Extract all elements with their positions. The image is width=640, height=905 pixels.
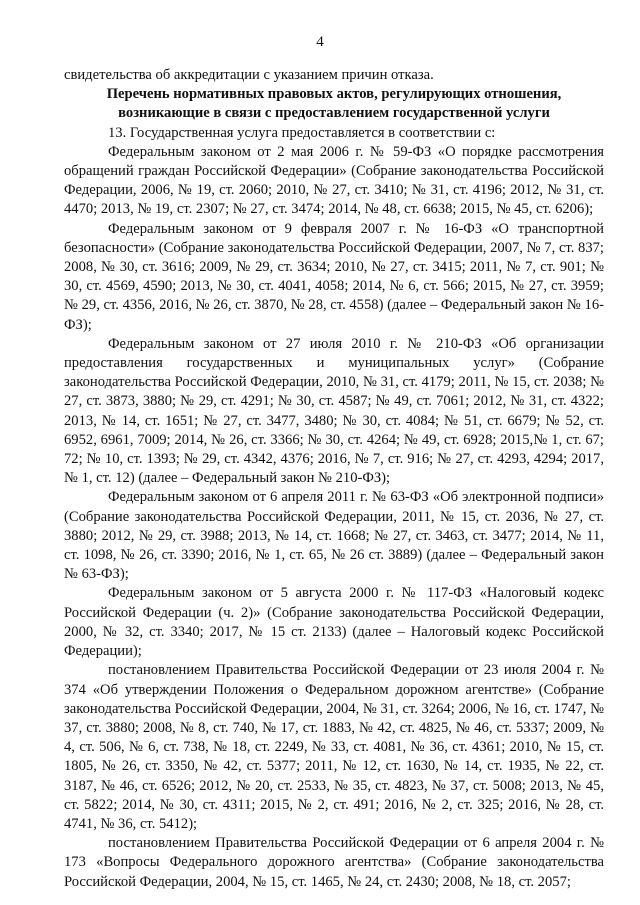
act-paragraph: Федеральным законом от 2 мая 2006 г. № 59-ФЗ «О порядке рассмотрения обращений граждан Российской Федерации» (Собрание законодательства Российской Федерации, 2006, № 19, ст. 2060; 2010, № 27, ст. 3410; № 31, ст. 4196; 2012, № 31, ст. 4470; 2013, № 19, ст. 2307; № 27, ст. 3474; 2014, № 48, ст. 6638; 2015, № 45, ст. 6206); [64,143,604,218]
act-paragraph: Федеральным законом от 6 апреля 2011 г. № 63-ФЗ «Об электронной подписи» (Собрание законодательства Российской Федерации, 2011, № 15, ст. 2036, № 27, ст. 3880; 2012, № 29, ст. 3988; 2013, № 14, ст. 1668; № 27, ст. 3463, ст. 3477; 2014, № 11, ст. 1098, № 26, ст. 3390; 2016, № 1, ст. 65, № 26 ст. 3889) (далее – Федеральный закон № 63-ФЗ); [64,489,604,583]
section-heading: Перечень нормативных правовых актов, регулирующих отношения, возникающие в связи с предоставлением государственной услуги [106,86,562,122]
act-paragraph: Федеральным законом от 9 февраля 2007 г. № 16-ФЗ «О транспортной безопасности» (Собрание законодательства Российской Федерации, 2007, № 7, ст. 837; 2008, № 30, ст. 3616; 2009, № 29, ст. 3634; 2010, № 27, ст. 3415; 2011, № 7, ст. 901; № 30, ст. 4569, 4590; 2013, № 30, ст. 4041, 4058; 2014, № 6, ст. 566; 2015, № 27, ст. 3959; № 29, ст. 4356, 2016, № 26, ст. 3870, № 28, ст. 4558) (далее – Федеральный закон № 16-ФЗ); [64,220,604,333]
act-paragraph: постановлением Правительства Российской Федерации от 23 июля 2004 г. № 374 «Об утверждении Положения о Федеральном дорожном агентстве» (Собрание законодательства Российской Федерации, 2004, № 31, ст. 3264; 2006, № 16, ст. 1747, № 37, ст. 3880; 2008, № 8, ст. 740, № 17, ст. 1883, № 42, ст. 4825, № 46, ст. 5337; 2009, № 4, ст. 506, № 6, ст. 738, № 18, ст. 2249, № 33, ст. 4081, № 36, ст. 4361; 2010, № 15, ст. 1805, № 26, ст. 3350, № 42, ст. 5377; 2011, № 12, ст. 1630, № 14, ст. 1935, № 22, ст. 3187, № 46, ст. 6526; 2012, № 20, ст. 2533, № 35, ст. 4823, № 37, ст. 5008; 2013, № 45, ст. 5822; 2014, № 30, ст. 4311; 2015, № 2, ст. 491; 2016, № 2, ст. 325; 2016, № 28, ст. 4741, № 36, ст. 5412); [64,662,604,832]
lead-paragraph: свидетельства об аккредитации с указанием причин отказа. [64,67,434,83]
act-paragraph: постановлением Правительства Российской Федерации от 6 апреля 2004 г. № 173 «Вопросы Федерального дорожного агентства» (Собрание законодательства Российской Федерации, 2004, № 15, ст. 1465, № 24, ст. 2430; 2008, № 18, ст. 2057; [64,835,604,890]
act-paragraph: Федеральным законом от 27 июля 2010 г. № 210-ФЗ «Об организации предоставления государственных и муниципальных услуг» (Собрание законодательства Российской Федерации, 2010, № 31, ст. 4179; 2011, № 15, ст. 2038; № 27, ст. 3873, 3880; № 29, ст. 4291; № 30, ст. 4587; № 49, ст. 7061; 2012, № 31, ст. 4322; 2013, № 14, ст. 1651; № 27, ст. 3477, 3480; № 30, ст. 4084; № 51, ст. 6679; № 52, ст. 6952, 6961, 7009; 2014, № 26, ст. 3366; № 30, ст. 4264; № 49, ст. 6928; 2015,№ 1, ст. 67; 72; № 10, ст. 1393; № 29, ст. 4342, 4376; 2016, № 7, ст. 916; № 27, ст. 4293, 4294; 2017, № 1, ст. 12) (далее – Федеральный закон № 210-ФЗ); [64,335,604,487]
page-number: 4 [316,34,324,50]
act-paragraph: Федеральным законом от 5 августа 2000 г. № 117-ФЗ «Налоговый кодекс Российской Федерации (ч. 2)» (Собрание законодательства Российской Федерации, 2000, № 32, ст. 3340; 2017, № 15 ст. 2133) (далее – Налоговый кодекс Российской Федерации); [64,585,604,660]
document-body [64,66,604,892]
clause-13: 13. Государственная услуга предоставляется в соответствии с: [108,124,496,141]
